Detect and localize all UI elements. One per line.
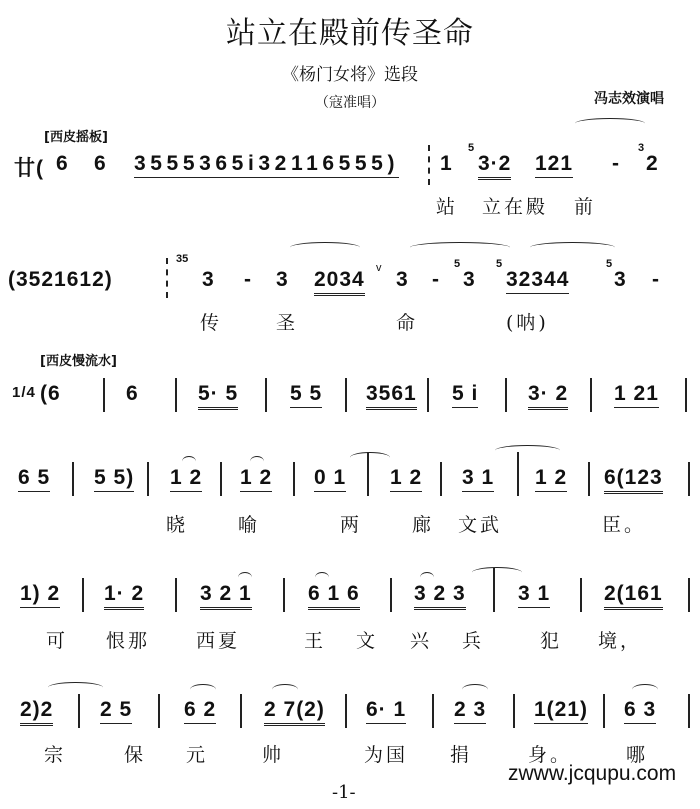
note-group: 1) 2 xyxy=(20,582,60,608)
barline xyxy=(283,578,285,612)
note: 6 xyxy=(126,382,139,405)
barline xyxy=(588,462,590,496)
note: 3 xyxy=(276,268,289,291)
lyric: 王 xyxy=(304,630,327,652)
barline xyxy=(688,578,690,612)
barline xyxy=(158,694,160,728)
lyric: 保 xyxy=(124,744,147,766)
note: 2 xyxy=(646,152,659,175)
note-group: 3· 2 xyxy=(528,382,568,410)
barline xyxy=(175,578,177,612)
note-group: 5 5) xyxy=(94,466,134,492)
note-group: 5 i xyxy=(452,382,478,408)
note-group: 3 2 3 xyxy=(414,582,466,610)
section-label: [西皮摇板] xyxy=(44,130,108,145)
note: 3 xyxy=(614,268,627,291)
note-group: 3561 xyxy=(366,382,417,410)
barline xyxy=(345,694,347,728)
note: 6 xyxy=(94,152,107,175)
breath-mark: v xyxy=(376,262,382,274)
barline xyxy=(685,378,687,412)
slur xyxy=(48,682,103,693)
lyric: 廊 xyxy=(412,514,435,536)
note-group: 2)2 xyxy=(20,698,53,726)
note: - xyxy=(432,268,440,291)
note-group: 2 5 xyxy=(100,698,132,724)
note: - xyxy=(244,268,252,291)
lyric: 帅 xyxy=(262,744,285,766)
barline xyxy=(427,378,429,412)
barline xyxy=(513,694,515,728)
slur xyxy=(410,242,510,253)
note: 廿( xyxy=(14,157,44,180)
lyric: 圣 xyxy=(276,312,299,334)
note: - xyxy=(652,268,660,291)
note-group: 3 2 1 xyxy=(200,582,252,610)
note-group: 6 2 xyxy=(184,698,216,724)
barline xyxy=(440,462,442,496)
slur xyxy=(575,118,645,129)
lyric: 境， xyxy=(598,630,643,652)
lyric: 可 xyxy=(46,630,69,652)
lyric: 哪 xyxy=(626,744,649,766)
note-group: 0 1 xyxy=(314,466,346,492)
barline xyxy=(688,462,690,496)
grace-note: 35 xyxy=(176,253,189,265)
note-group: 121 xyxy=(535,152,573,178)
barline xyxy=(517,452,519,496)
lyric: 恨那 xyxy=(106,630,151,652)
note-group: 2(161 xyxy=(604,582,663,610)
note: (6 xyxy=(40,382,61,405)
barline xyxy=(166,258,168,298)
subtitle: 《杨门女将》选段 xyxy=(282,65,418,85)
slur xyxy=(472,567,522,578)
lyric: 文武 xyxy=(458,514,503,536)
slur xyxy=(495,445,560,456)
lyric: 为国 xyxy=(364,744,409,766)
lyric: 兵 xyxy=(462,630,485,652)
note-group: 6· 1 xyxy=(366,698,406,724)
barline xyxy=(505,378,507,412)
note-group: 5 5 xyxy=(290,382,322,408)
grace-note: 5 xyxy=(606,258,613,270)
note-group: 3 1 xyxy=(462,466,494,492)
lyric: 兴 xyxy=(410,630,433,652)
note: 3 xyxy=(202,268,215,291)
barline xyxy=(78,694,80,728)
lyric: 立在殿 xyxy=(482,196,549,218)
note: - xyxy=(612,152,620,175)
note: 6 xyxy=(56,152,69,175)
barline xyxy=(590,378,592,412)
lyric: 文 xyxy=(356,630,379,652)
note-group: 1· 2 xyxy=(104,582,144,610)
section-label: [西皮慢流水] xyxy=(40,354,117,369)
slur xyxy=(462,684,488,695)
note: 1 xyxy=(440,152,453,175)
lyric: 身。 xyxy=(528,744,573,766)
note-group: 3·2 xyxy=(478,152,511,180)
time-signature: 1/4 xyxy=(12,384,36,401)
slur xyxy=(290,242,360,253)
performer: 冯志效演唱 xyxy=(594,91,664,107)
note-group: 6(123 xyxy=(604,466,663,494)
barline xyxy=(175,378,177,412)
note-group: 2 3 xyxy=(454,698,486,724)
lyric: 捐 xyxy=(450,744,473,766)
lyric: 传 xyxy=(200,312,223,334)
note-group: 1 2 xyxy=(240,466,272,492)
note-group: 1 21 xyxy=(614,382,659,408)
barline xyxy=(367,452,369,496)
note: 3 xyxy=(463,268,476,291)
note-group: 1 2 xyxy=(170,466,202,492)
lyric: 元 xyxy=(186,744,209,766)
barline xyxy=(82,578,84,612)
lyric: 宗 xyxy=(44,744,67,766)
barline xyxy=(265,378,267,412)
grace-note: 5 xyxy=(468,142,475,154)
lyric: 站 xyxy=(436,196,459,218)
song-title: 站立在殿前传圣命 xyxy=(226,16,474,51)
lyric: 晓 xyxy=(166,514,189,536)
barline xyxy=(603,694,605,728)
slur xyxy=(272,684,298,695)
lyric: 前 xyxy=(574,196,597,218)
barline xyxy=(580,578,582,612)
note-group: 2 7(2) xyxy=(264,698,325,726)
lyric: 臣。 xyxy=(602,514,647,536)
watermark: zwww.jcqupu.com xyxy=(508,762,677,785)
slur xyxy=(530,242,615,253)
lyric: 命 xyxy=(396,312,419,334)
lyric: (呐) xyxy=(506,312,549,334)
grace-note: 5 xyxy=(496,258,503,270)
barline xyxy=(293,462,295,496)
barline xyxy=(103,378,105,412)
lyric: 喻 xyxy=(238,514,261,536)
slur xyxy=(632,684,658,695)
note-group: 5· 5 xyxy=(198,382,238,410)
lyric: 两 xyxy=(340,514,363,536)
page-number: -1- xyxy=(332,782,356,803)
barline xyxy=(72,462,74,496)
barline xyxy=(432,694,434,728)
slur xyxy=(350,452,390,463)
barline xyxy=(493,568,495,612)
barline xyxy=(240,694,242,728)
note-group: (3521612) xyxy=(8,268,113,291)
note-group: 3555365i32116555) xyxy=(134,152,399,178)
note-group: 32344 xyxy=(506,268,569,294)
note-group: 1 2 xyxy=(535,466,567,492)
role-label: （寇准唱） xyxy=(315,95,385,111)
lyric: 西夏 xyxy=(196,630,241,652)
slur xyxy=(190,684,216,695)
grace-note: 5 xyxy=(454,258,461,270)
barline xyxy=(147,462,149,496)
barline xyxy=(220,462,222,496)
note-group: 6 5 xyxy=(18,466,50,492)
lyric: 犯 xyxy=(540,630,563,652)
note-group: 3 1 xyxy=(518,582,550,608)
note: 3 xyxy=(396,268,409,291)
note-group: 6 3 xyxy=(624,698,656,724)
note-group: 6 1 6 xyxy=(308,582,360,610)
barline xyxy=(428,145,430,185)
barline xyxy=(345,378,347,412)
note-group: 2034 xyxy=(314,268,365,296)
note-group: 1 2 xyxy=(390,466,422,492)
barline xyxy=(688,694,690,728)
note-group: 1(21) xyxy=(534,698,588,724)
grace-note: 3 xyxy=(638,142,645,154)
barline xyxy=(390,578,392,612)
